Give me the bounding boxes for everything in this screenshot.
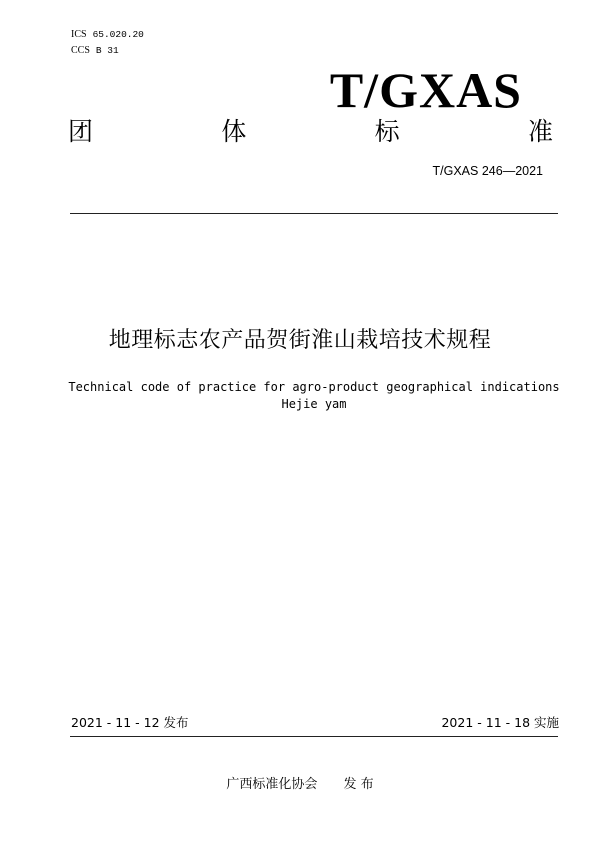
classification-codes <box>71 27 144 59</box>
bottom-divider <box>70 736 558 737</box>
ics-code: 65.020.20 <box>92 29 144 40</box>
title-english-line-2: Hejie yam <box>281 397 347 411</box>
standard-type <box>68 116 553 148</box>
standard-type-char: 团 <box>68 117 94 146</box>
title-english-line-1: Technical code of practice for agro-product geographical indications <box>68 380 560 394</box>
top-divider <box>70 213 558 214</box>
publisher <box>0 776 600 794</box>
publisher-organization: 广西标准化协会 <box>226 777 318 792</box>
standard-type-char: 准 <box>527 117 553 146</box>
title-english <box>0 379 600 413</box>
standard-type-char: 标 <box>374 117 400 146</box>
ccs-row <box>71 43 144 59</box>
implementation-date: 2021 - 11 - 18 实施 <box>441 715 559 730</box>
issue-date: 2021 - 11 - 12 发布 <box>71 715 189 730</box>
publisher-action: 发 布 <box>343 777 374 792</box>
standard-number: T/GXAS 246—2021 <box>432 164 543 178</box>
ccs-code: B 31 <box>95 45 119 56</box>
ics-row <box>71 27 144 43</box>
standard-logo: T/GXAS <box>329 62 522 118</box>
ccs-label: CCS <box>71 45 90 56</box>
ics-label: ICS <box>71 29 87 40</box>
standard-type-char: 体 <box>221 117 247 146</box>
title-chinese: 地理标志农产品贺街淮山栽培技术规程 <box>108 328 492 353</box>
